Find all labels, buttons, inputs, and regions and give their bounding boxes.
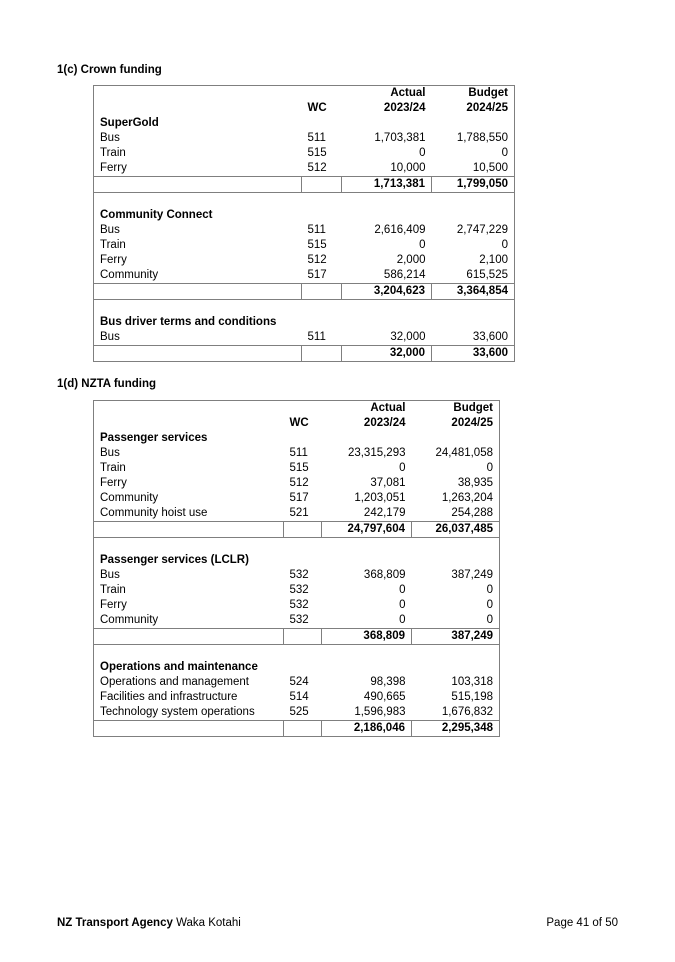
- row-actual: 1,596,983: [354, 706, 406, 718]
- total-row: [94, 346, 515, 362]
- header-wc-blank: [302, 86, 342, 102]
- footer-org-rest: Waka Kotahi: [176, 917, 241, 929]
- row-label: Train: [100, 584, 126, 596]
- footer-page-number: Page 41 of 50: [546, 917, 618, 929]
- total-row: [94, 629, 500, 645]
- spacer-cell: [94, 538, 284, 554]
- row-wc: 517: [307, 269, 327, 281]
- header-budget: Budget: [453, 402, 493, 414]
- total-label-blank: [94, 629, 284, 645]
- table-row: [94, 446, 500, 461]
- group-title-row: [94, 116, 515, 131]
- row-label: Ferry: [100, 254, 127, 266]
- row-wc: 511: [289, 447, 308, 459]
- spacer-cell: [94, 193, 302, 209]
- total-label-blank: [94, 177, 302, 193]
- row-actual: 0: [399, 584, 406, 596]
- row-actual: 0: [399, 599, 406, 611]
- footer-org-bold: NZ Transport Agency: [57, 917, 173, 929]
- row-budget: 1,263,204: [441, 492, 493, 504]
- table-row: [94, 491, 500, 506]
- total-row: [94, 284, 515, 300]
- spacer-cell: [342, 300, 432, 316]
- total-budget: 387,249: [412, 629, 500, 645]
- spacer-cell: [94, 300, 302, 316]
- total-row: [94, 177, 515, 193]
- row-budget: 0: [486, 599, 493, 611]
- nzta-funding-table: [93, 400, 500, 737]
- row-wc: 515: [289, 462, 309, 474]
- header-budget-year: 2024/25: [451, 417, 493, 429]
- row-wc: 512: [307, 162, 327, 174]
- row-budget: 1,788,550: [456, 132, 508, 144]
- table-row: [94, 146, 515, 161]
- row-actual: 0: [399, 614, 406, 626]
- table-row: [94, 690, 500, 705]
- row-label: Bus: [100, 447, 120, 459]
- row-label: Bus: [100, 331, 120, 343]
- total-wc-blank: [302, 284, 342, 300]
- row-actual: 37,081: [370, 477, 406, 489]
- header-label-blank: [94, 101, 302, 116]
- row-label: Community hoist use: [100, 507, 208, 519]
- row-wc: 525: [289, 706, 309, 718]
- row-label: Facilities and infrastructure: [100, 691, 238, 703]
- total-row: [94, 721, 500, 737]
- group-title: Bus driver terms and conditions: [100, 316, 277, 328]
- total-label-blank: [94, 721, 284, 737]
- row-wc: 512: [289, 477, 309, 489]
- spacer-cell: [412, 538, 500, 554]
- total-actual: 368,809: [322, 629, 412, 645]
- total-wc-blank: [302, 177, 342, 193]
- total-actual: 2,186,046: [322, 721, 412, 737]
- total-actual: 3,204,623: [342, 284, 432, 300]
- row-label: Train: [100, 462, 126, 474]
- spacer-cell: [412, 645, 500, 661]
- row-label: Bus: [100, 224, 120, 236]
- row-label: Technology system operations: [100, 706, 255, 718]
- header-wc: WC: [307, 102, 327, 114]
- row-actual: 32,000: [390, 331, 426, 343]
- row-budget: 254,288: [451, 507, 493, 519]
- row-wc: 515: [307, 239, 327, 251]
- row-budget: 24,481,058: [435, 447, 493, 459]
- header-actual: Actual: [390, 87, 426, 99]
- row-wc: 532: [289, 569, 309, 581]
- row-wc: 532: [289, 599, 309, 611]
- row-wc: 511: [307, 132, 326, 144]
- row-budget: 0: [501, 239, 508, 251]
- row-actual: 242,179: [363, 507, 406, 519]
- table-row: [94, 705, 500, 721]
- row-budget: 2,100: [479, 254, 508, 266]
- header-label-blank: [94, 86, 302, 102]
- row-actual: 1,703,381: [374, 132, 426, 144]
- spacer-cell: [432, 193, 515, 209]
- spacer-cell: [322, 645, 412, 661]
- total-label-blank: [94, 346, 302, 362]
- row-budget: 38,935: [457, 477, 493, 489]
- row-budget: 33,600: [472, 331, 508, 343]
- row-actual: 0: [399, 462, 406, 474]
- spacer-cell: [322, 538, 412, 554]
- footer-organisation: [57, 917, 241, 929]
- header-wc-blank: [284, 401, 322, 417]
- row-wc: 512: [307, 254, 327, 266]
- row-wc: 511: [307, 224, 326, 236]
- table-row: [94, 131, 515, 146]
- total-wc-blank: [284, 629, 322, 645]
- header-wc: WC: [289, 417, 309, 429]
- table-row: [94, 598, 500, 613]
- table-row: [94, 613, 500, 629]
- group-title: SuperGold: [100, 117, 159, 129]
- total-wc-blank: [284, 721, 322, 737]
- section-title-nzta-funding: 1(d) NZTA funding: [57, 378, 156, 390]
- row-budget: 10,500: [472, 162, 508, 174]
- row-budget: 515,198: [451, 691, 493, 703]
- table-row: [94, 506, 500, 522]
- total-budget: 26,037,485: [412, 522, 500, 538]
- crown-funding-table: [93, 85, 515, 362]
- row-label: Ferry: [100, 599, 127, 611]
- row-actual: 1,203,051: [354, 492, 406, 504]
- group-title: Community Connect: [100, 209, 213, 221]
- row-wc: 524: [289, 676, 309, 688]
- row-wc: 532: [289, 584, 309, 596]
- total-budget: 3,364,854: [432, 284, 515, 300]
- total-wc-blank: [284, 522, 322, 538]
- header-budget-year: 2024/25: [466, 102, 508, 114]
- table-row: [94, 568, 500, 583]
- header-row: [94, 86, 515, 102]
- header-actual-year: 2023/24: [363, 417, 406, 429]
- row-budget: 0: [486, 462, 493, 474]
- total-label-blank: [94, 522, 284, 538]
- group-title: Passenger services: [100, 432, 208, 444]
- header-actual: Actual: [370, 402, 406, 414]
- group-title: Passenger services (LCLR): [100, 554, 249, 566]
- row-budget: 1,676,832: [441, 706, 493, 718]
- spacer-cell: [284, 645, 322, 661]
- table-row: [94, 461, 500, 476]
- table-row: [94, 268, 515, 284]
- table-row: [94, 223, 515, 238]
- header-row: [94, 401, 500, 417]
- table-row: [94, 675, 500, 690]
- spacer-row: [94, 300, 515, 316]
- total-actual: 1,713,381: [342, 177, 432, 193]
- group-title-row: [94, 553, 500, 568]
- row-wc: 515: [307, 147, 327, 159]
- row-wc: 532: [289, 614, 309, 626]
- row-actual: 368,809: [363, 569, 406, 581]
- row-label: Train: [100, 147, 126, 159]
- row-actual: 2,000: [396, 254, 426, 266]
- spacer-cell: [302, 300, 342, 316]
- header-actual-year: 2023/24: [383, 102, 426, 114]
- header-label-blank: [94, 401, 284, 417]
- row-label: Train: [100, 239, 126, 251]
- header-row: [94, 101, 515, 116]
- row-actual: 23,315,293: [347, 447, 406, 459]
- spacer-cell: [94, 645, 284, 661]
- row-label: Bus: [100, 132, 120, 144]
- group-title-row: [94, 315, 515, 330]
- row-label: Ferry: [100, 162, 127, 174]
- row-wc: 511: [307, 331, 326, 343]
- row-actual: 0: [419, 147, 426, 159]
- table-row: [94, 476, 500, 491]
- row-budget: 615,525: [466, 269, 508, 281]
- total-budget: 1,799,050: [432, 177, 515, 193]
- row-label: Operations and management: [100, 676, 249, 688]
- spacer-cell: [302, 193, 342, 209]
- spacer-cell: [342, 193, 432, 209]
- row-actual: 586,214: [383, 269, 426, 281]
- row-label: Community: [100, 614, 159, 626]
- spacer-row: [94, 193, 515, 209]
- row-budget: 2,747,229: [456, 224, 508, 236]
- total-actual: 32,000: [342, 346, 432, 362]
- spacer-row: [94, 645, 500, 661]
- spacer-row: [94, 538, 500, 554]
- row-actual: 490,665: [363, 691, 406, 703]
- header-budget: Budget: [468, 87, 508, 99]
- total-budget: 33,600: [432, 346, 515, 362]
- row-label: Ferry: [100, 477, 127, 489]
- row-wc: 514: [289, 691, 309, 703]
- section-title-crown-funding: 1(c) Crown funding: [57, 64, 162, 76]
- row-budget: 0: [486, 614, 493, 626]
- group-title: Operations and maintenance: [100, 661, 258, 673]
- row-budget: 103,318: [451, 676, 493, 688]
- total-wc-blank: [302, 346, 342, 362]
- table-row: [94, 583, 500, 598]
- group-title-row: [94, 431, 500, 446]
- total-row: [94, 522, 500, 538]
- total-actual: 24,797,604: [322, 522, 412, 538]
- row-actual: 0: [419, 239, 426, 251]
- row-budget: 0: [486, 584, 493, 596]
- row-actual: 10,000: [390, 162, 426, 174]
- row-label: Community: [100, 269, 159, 281]
- row-actual: 2,616,409: [374, 224, 426, 236]
- group-title-row: [94, 208, 515, 223]
- total-label-blank: [94, 284, 302, 300]
- table-row: [94, 238, 515, 253]
- row-wc: 521: [289, 507, 309, 519]
- group-title-row: [94, 660, 500, 675]
- table-row: [94, 330, 515, 346]
- row-actual: 98,398: [370, 676, 406, 688]
- spacer-cell: [284, 538, 322, 554]
- row-wc: 517: [289, 492, 309, 504]
- table-row: [94, 161, 515, 177]
- total-budget: 2,295,348: [412, 721, 500, 737]
- table-row: [94, 253, 515, 268]
- spacer-cell: [432, 300, 515, 316]
- row-label: Bus: [100, 569, 120, 581]
- header-row: [94, 416, 500, 431]
- row-budget: 387,249: [451, 569, 493, 581]
- row-budget: 0: [501, 147, 508, 159]
- row-label: Community: [100, 492, 159, 504]
- header-label-blank: [94, 416, 284, 431]
